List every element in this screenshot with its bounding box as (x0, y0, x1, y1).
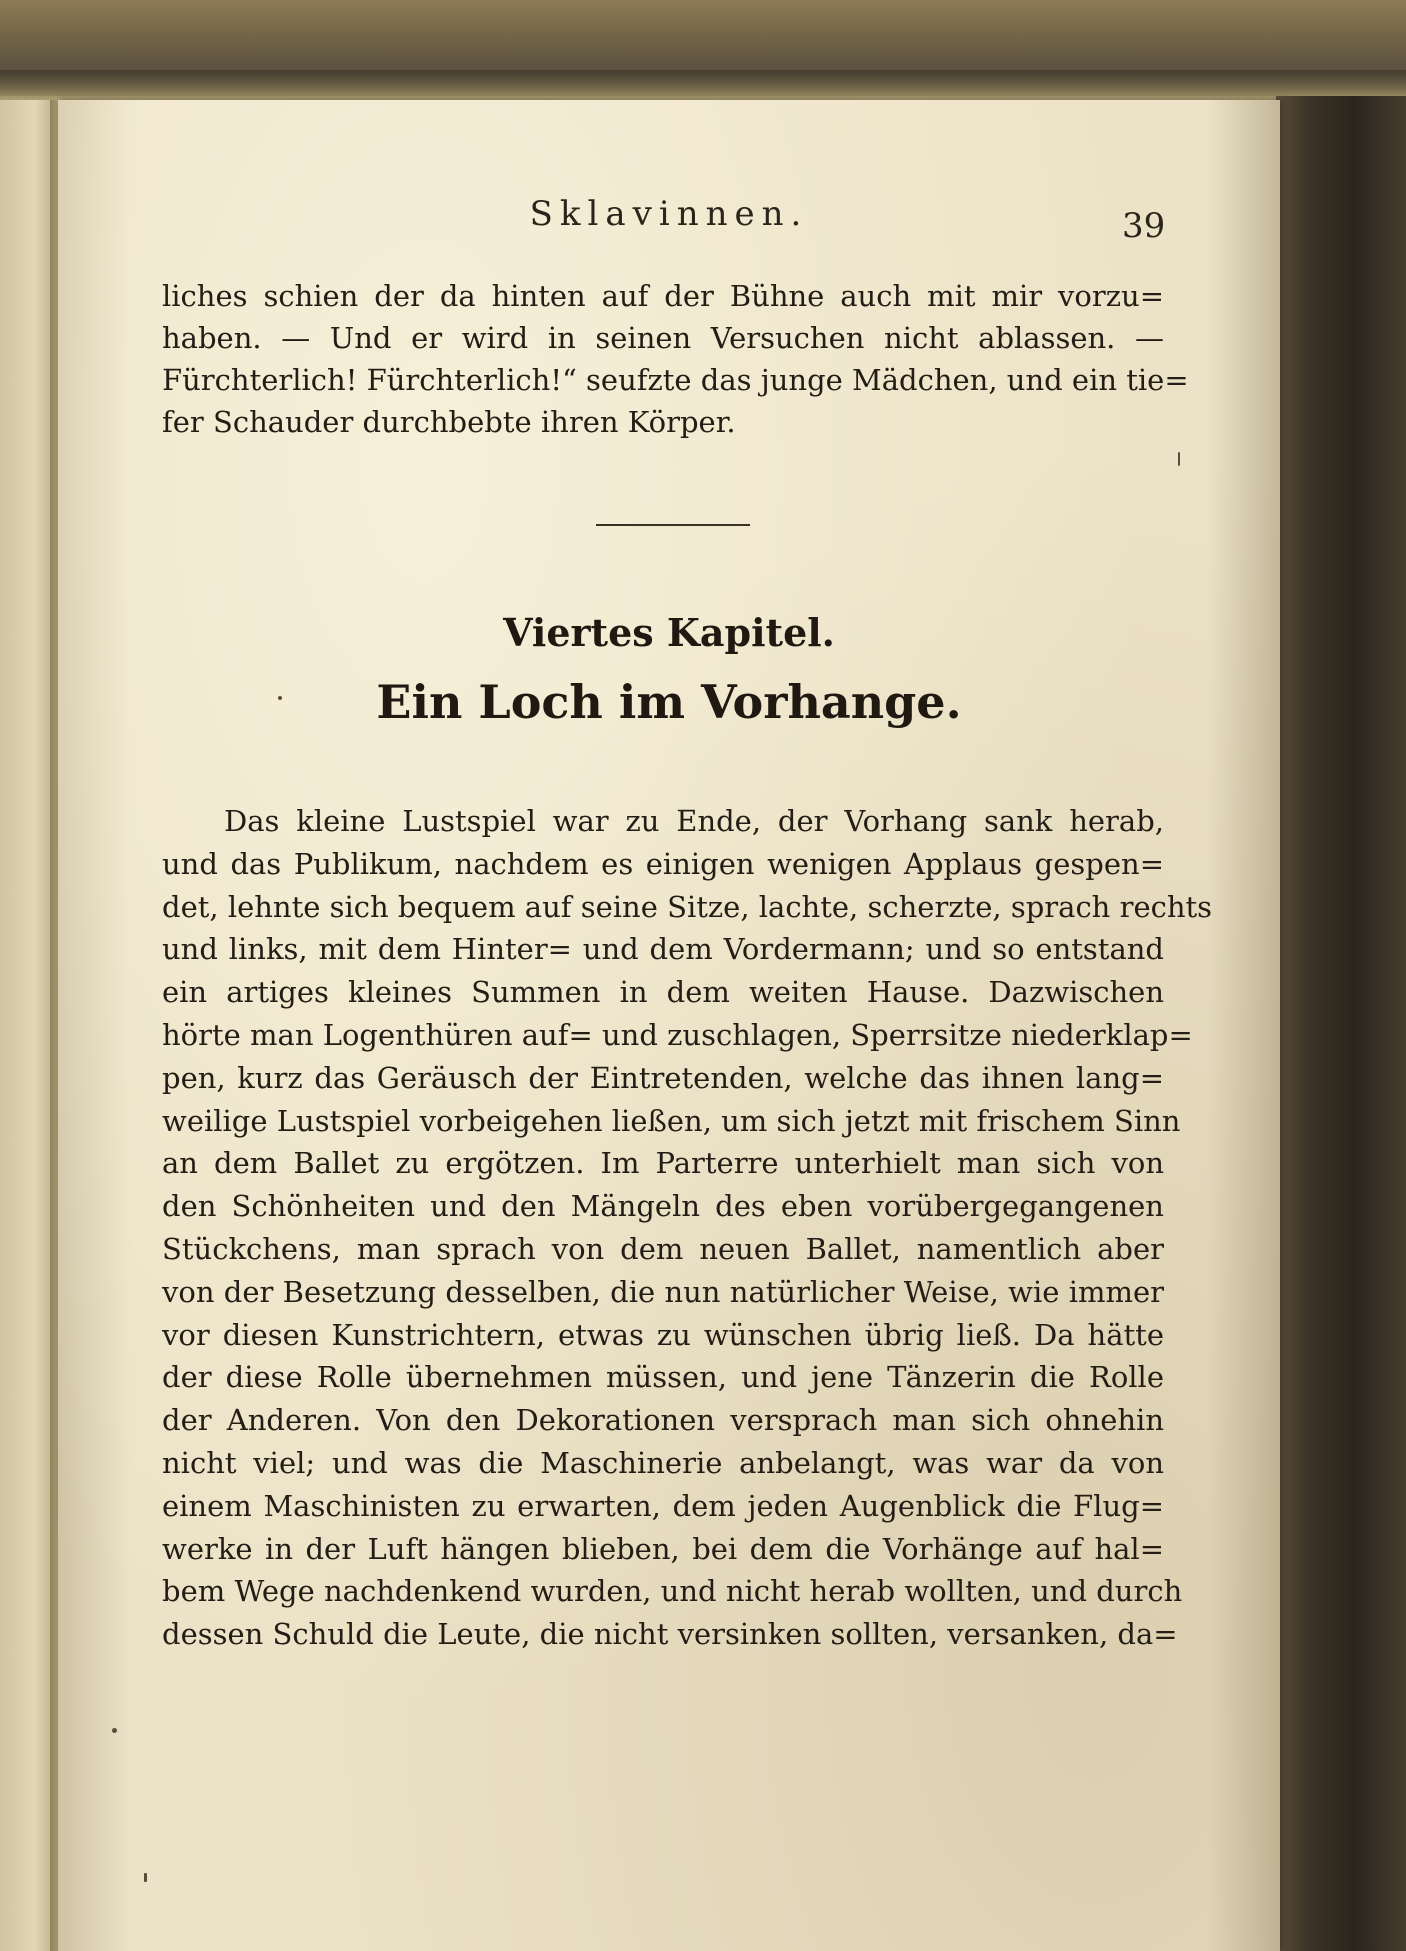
text-line: einem Maschinisten zu erwarten, dem jeden Augenblick die Flug= (162, 1488, 1164, 1523)
paper-speck (112, 1728, 117, 1733)
text-line: Fürchterlich! Fürchterlich!“ seufzte das junge Mädchen, und ein tie= (162, 363, 1189, 397)
text-line: Das kleine Lustspiel war zu Ende, der Vorhang sank herab, (224, 804, 1164, 838)
paper-speck (144, 1873, 147, 1882)
text-line: der Anderen. Von den Dekorationen versprach man sich ohnehin (162, 1403, 1164, 1438)
text-line: fer Schauder durchbebte ihren Körper. (162, 405, 736, 439)
running-head: Sklavinnen. (529, 194, 809, 234)
chapter-number: Viertes Kapitel. (503, 610, 835, 655)
text-line: der diese Rolle übernehmen müssen, und jene Tänzerin die Rolle (162, 1360, 1164, 1395)
text-line: an dem Ballet zu ergötzen. Im Parterre unterhielt man sich von (162, 1146, 1164, 1181)
text-line: werke in der Luft hängen blieben, bei dem die Vorhänge auf hal= (162, 1531, 1164, 1566)
chapter-title: Ein Loch im Vorhange. (376, 675, 962, 729)
text-line: bem Wege nachdenkend wurden, und nicht herab wollten, und durch (162, 1574, 1183, 1609)
text-line: den Schönheiten und den Mängeln des eben vorübergegangenen (162, 1189, 1164, 1224)
text-line: weilige Lustspiel vorbeigehen ließen, um sich jetzt mit frischem Sinn (162, 1103, 1181, 1138)
text-line: liches schien der da hinten auf der Bühne auch mit mir vorzu= (162, 279, 1164, 313)
text-line: pen, kurz das Geräusch der Eintretenden, welche das ihnen lang= (162, 1060, 1164, 1095)
text-line: vor diesen Kunstrichtern, etwas zu wünschen übrig ließ. Da hätte (162, 1317, 1164, 1352)
page-number: 39 (1122, 206, 1166, 246)
text-line: hörte man Logenthüren auf= und zuschlagen, Sperrsitze niederklap= (162, 1017, 1193, 1052)
text-line: und links, mit dem Hinter= und dem Vordermann; und so entstand (162, 932, 1164, 967)
text-line: und das Publikum, nachdem es einigen wenigen Applaus gespen= (162, 846, 1164, 881)
paper-speck (278, 696, 282, 700)
text-line: von der Besetzung desselben, die nun natürlicher Weise, wie immer (162, 1274, 1164, 1309)
spine-shadow (0, 70, 1406, 100)
top-paragraph (162, 275, 1189, 443)
main-paragraph (162, 800, 1213, 1656)
paper-speck (1178, 452, 1180, 466)
text-line: dessen Schuld die Leute, die nicht versinken sollten, versanken, da= (162, 1617, 1178, 1652)
text-line: det, lehnte sich bequem auf seine Sitze, lachte, scherzte, sprach rechts (162, 889, 1213, 924)
text-line: ein artiges kleines Summen in dem weiten Hause. Dazwischen (162, 975, 1164, 1010)
recto-page (58, 100, 1280, 1951)
text-line: haben. — Und er wird in seinen Versuchen nicht ablassen. — (162, 321, 1164, 355)
text-line: nicht viel; und was die Maschinerie anbelangt, was war da von (162, 1445, 1164, 1480)
book-cover-board (1276, 96, 1406, 1951)
text-line: Stückchens, man sprach von dem neuen Ballet, namentlich aber (162, 1231, 1164, 1266)
section-divider-rule (596, 524, 750, 526)
